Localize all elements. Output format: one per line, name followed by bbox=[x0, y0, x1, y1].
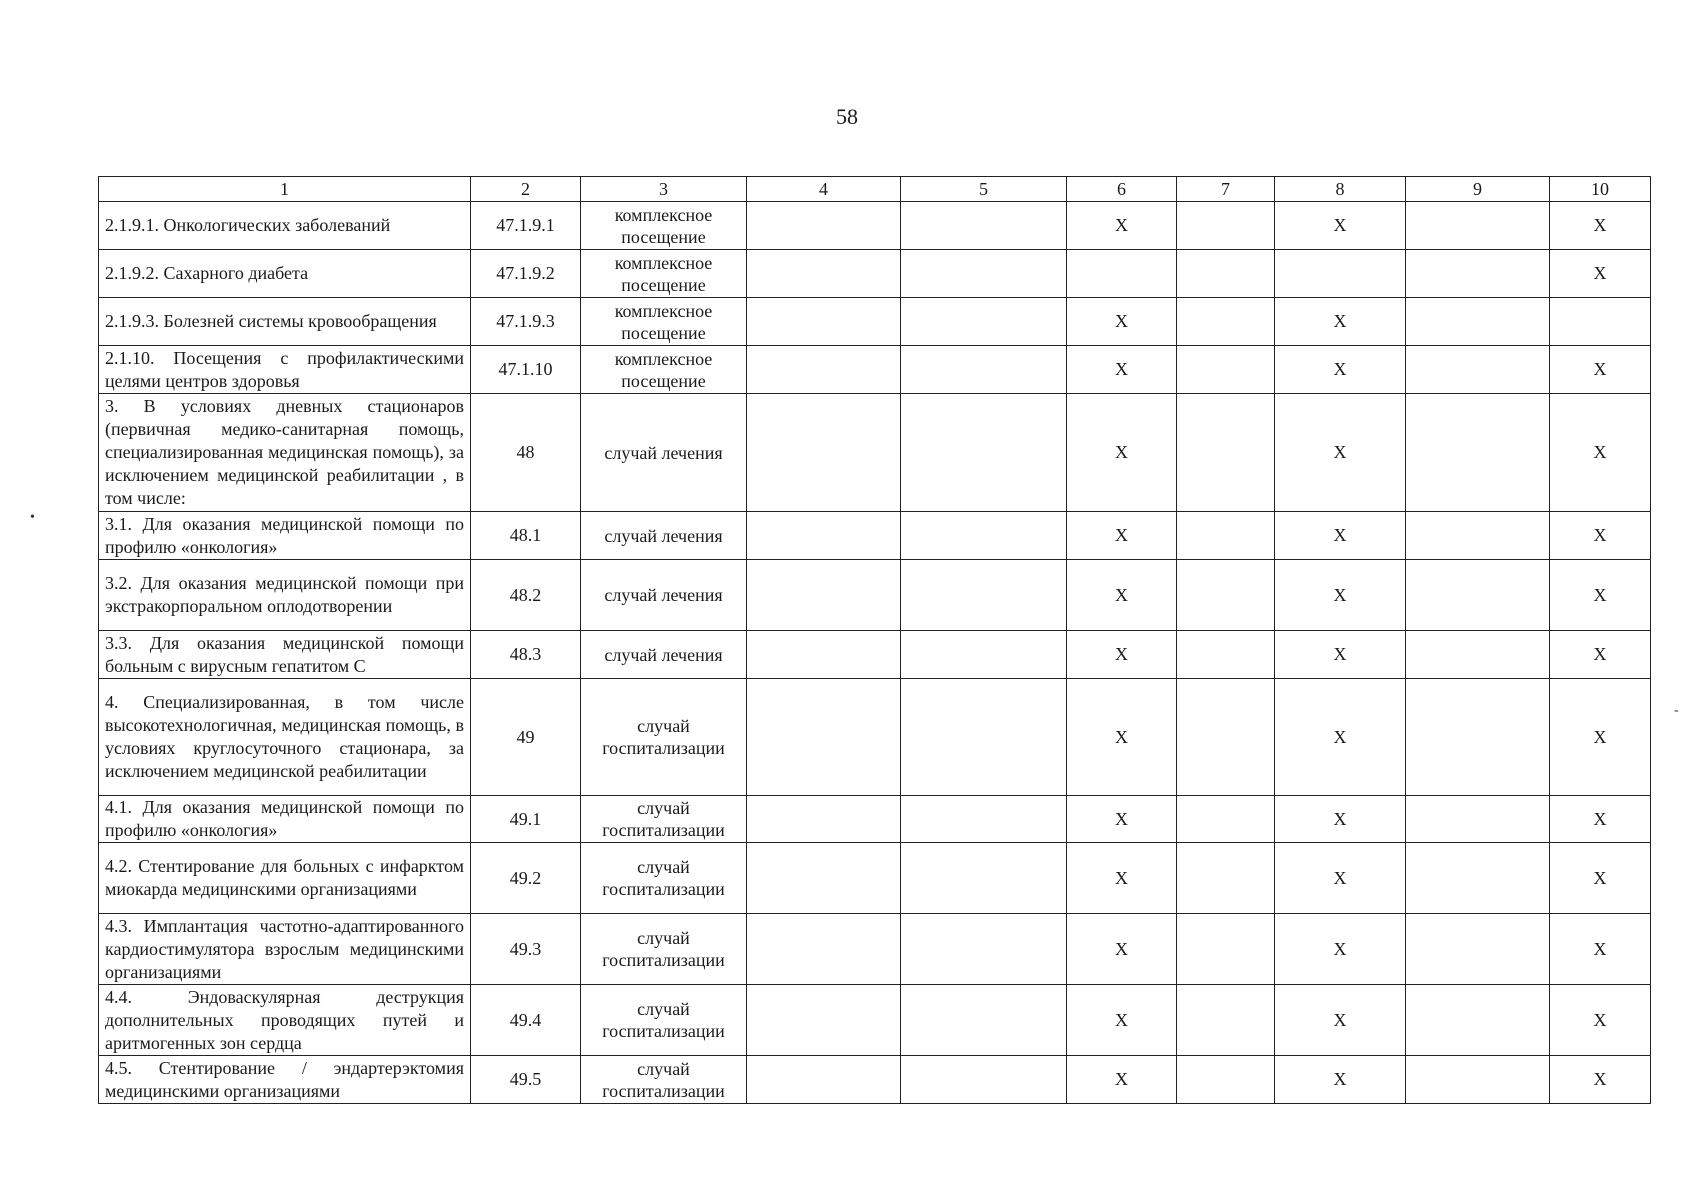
cell-col4 bbox=[747, 298, 901, 346]
row-code: 49 bbox=[471, 679, 581, 796]
cell-col6: Х bbox=[1067, 560, 1177, 631]
cell-col5 bbox=[901, 985, 1067, 1056]
cell-col10: Х bbox=[1550, 631, 1651, 679]
cell-col8: Х bbox=[1275, 394, 1406, 512]
cell-col5 bbox=[901, 346, 1067, 394]
cell-col5 bbox=[901, 914, 1067, 985]
cell-col5 bbox=[901, 631, 1067, 679]
cell-col4 bbox=[747, 985, 901, 1056]
cell-col9 bbox=[1406, 1056, 1550, 1104]
row-name: 3. В условиях дневных стационаров (первичная медико-санитарная помощь, специализированная медицинская помощь), за исключением медицинской реабилитации , в том числе: bbox=[99, 394, 471, 512]
table-row bbox=[99, 796, 1651, 843]
cell-col6: Х bbox=[1067, 394, 1177, 512]
row-name: 4.1. Для оказания медицинской помощи по профилю «онкология» bbox=[99, 796, 471, 843]
cell-col6: Х bbox=[1067, 512, 1177, 560]
cell-col6: Х bbox=[1067, 202, 1177, 250]
cell-col10: Х bbox=[1550, 796, 1651, 843]
cell-col10: Х bbox=[1550, 843, 1651, 914]
cell-col5 bbox=[901, 560, 1067, 631]
column-header: 1 bbox=[99, 177, 471, 202]
column-header: 9 bbox=[1406, 177, 1550, 202]
cell-col8: Х bbox=[1275, 298, 1406, 346]
cell-col10: Х bbox=[1550, 679, 1651, 796]
cell-col10: Х bbox=[1550, 512, 1651, 560]
cell-col10: Х bbox=[1550, 346, 1651, 394]
row-name: 4.4. Эндоваскулярная деструкция дополнительных проводящих путей и аритмогенных зон сердца bbox=[99, 985, 471, 1056]
cell-col8: Х bbox=[1275, 985, 1406, 1056]
row-unit: случай госпитализации bbox=[581, 679, 747, 796]
row-name: 2.1.9.2. Сахарного диабета bbox=[99, 250, 471, 298]
cell-col4 bbox=[747, 512, 901, 560]
cell-col6: Х bbox=[1067, 298, 1177, 346]
cell-col9 bbox=[1406, 560, 1550, 631]
cell-col8: Х bbox=[1275, 202, 1406, 250]
cell-col10: Х bbox=[1550, 1056, 1651, 1104]
row-name: 2.1.10. Посещения с профилактическими целями центров здоровья bbox=[99, 346, 471, 394]
cell-col9 bbox=[1406, 298, 1550, 346]
row-unit: случай госпитализации bbox=[581, 1056, 747, 1104]
cell-col8: Х bbox=[1275, 560, 1406, 631]
row-name: 4.2. Стентирование для больных с инфарктом миокарда медицинскими организациями bbox=[99, 843, 471, 914]
cell-col9 bbox=[1406, 346, 1550, 394]
row-unit: случай лечения bbox=[581, 512, 747, 560]
cell-col5 bbox=[901, 843, 1067, 914]
cell-col8: Х bbox=[1275, 631, 1406, 679]
cell-col9 bbox=[1406, 985, 1550, 1056]
cell-col9 bbox=[1406, 250, 1550, 298]
scan-mark: • bbox=[30, 510, 35, 525]
row-code: 48.3 bbox=[471, 631, 581, 679]
cell-col5 bbox=[901, 394, 1067, 512]
cell-col9 bbox=[1406, 914, 1550, 985]
row-code: 49.3 bbox=[471, 914, 581, 985]
table-row bbox=[99, 250, 1651, 298]
table-row bbox=[99, 298, 1651, 346]
row-code: 49.1 bbox=[471, 796, 581, 843]
column-header: 6 bbox=[1067, 177, 1177, 202]
row-code: 48.1 bbox=[471, 512, 581, 560]
cell-col8: Х bbox=[1275, 843, 1406, 914]
cell-col4 bbox=[747, 250, 901, 298]
row-code: 48 bbox=[471, 394, 581, 512]
row-unit: комплексное посещение bbox=[581, 346, 747, 394]
cell-col4 bbox=[747, 796, 901, 843]
column-header: 5 bbox=[901, 177, 1067, 202]
row-name: 2.1.9.1. Онкологических заболеваний bbox=[99, 202, 471, 250]
cell-col7 bbox=[1177, 843, 1275, 914]
cell-col4 bbox=[747, 202, 901, 250]
cell-col9 bbox=[1406, 394, 1550, 512]
column-header: 2 bbox=[471, 177, 581, 202]
cell-col10 bbox=[1550, 298, 1651, 346]
cell-col4 bbox=[747, 560, 901, 631]
row-unit: случай лечения bbox=[581, 560, 747, 631]
cell-col10: Х bbox=[1550, 985, 1651, 1056]
row-code: 47.1.10 bbox=[471, 346, 581, 394]
row-name: 4. Специализированная, в том числе высокотехнологичная, медицинская помощь, в условиях круглосуточного стационара, за исключением медицинской реабилитации bbox=[99, 679, 471, 796]
cell-col6: Х bbox=[1067, 914, 1177, 985]
cell-col7 bbox=[1177, 346, 1275, 394]
cell-col8: Х bbox=[1275, 914, 1406, 985]
table-row bbox=[99, 346, 1651, 394]
cell-col4 bbox=[747, 346, 901, 394]
cell-col7 bbox=[1177, 631, 1275, 679]
cell-col7 bbox=[1177, 1056, 1275, 1104]
cell-col7 bbox=[1177, 914, 1275, 985]
table-row bbox=[99, 631, 1651, 679]
cell-col10: Х bbox=[1550, 560, 1651, 631]
scan-mark: - bbox=[1674, 703, 1679, 718]
cell-col10: Х bbox=[1550, 250, 1651, 298]
cell-col8 bbox=[1275, 250, 1406, 298]
cell-col4 bbox=[747, 843, 901, 914]
row-code: 49.2 bbox=[471, 843, 581, 914]
cell-col6: Х bbox=[1067, 631, 1177, 679]
row-unit: комплексное посещение bbox=[581, 202, 747, 250]
column-header: 3 bbox=[581, 177, 747, 202]
table-row bbox=[99, 843, 1651, 914]
table-row bbox=[99, 394, 1651, 512]
row-code: 47.1.9.1 bbox=[471, 202, 581, 250]
table-row bbox=[99, 202, 1651, 250]
cell-col6: Х bbox=[1067, 679, 1177, 796]
cell-col7 bbox=[1177, 512, 1275, 560]
row-unit: случай госпитализации bbox=[581, 843, 747, 914]
cell-col6: Х bbox=[1067, 346, 1177, 394]
cell-col8: Х bbox=[1275, 796, 1406, 843]
cell-col9 bbox=[1406, 631, 1550, 679]
data-table bbox=[98, 176, 1651, 1104]
row-unit: случай госпитализации bbox=[581, 985, 747, 1056]
row-code: 47.1.9.3 bbox=[471, 298, 581, 346]
column-header: 4 bbox=[747, 177, 901, 202]
cell-col5 bbox=[901, 298, 1067, 346]
cell-col5 bbox=[901, 1056, 1067, 1104]
table-row bbox=[99, 512, 1651, 560]
cell-col10: Х bbox=[1550, 394, 1651, 512]
cell-col7 bbox=[1177, 796, 1275, 843]
cell-col5 bbox=[901, 250, 1067, 298]
row-unit: случай лечения bbox=[581, 394, 747, 512]
cell-col5 bbox=[901, 202, 1067, 250]
cell-col4 bbox=[747, 1056, 901, 1104]
cell-col6: Х bbox=[1067, 796, 1177, 843]
row-unit: комплексное посещение bbox=[581, 250, 747, 298]
cell-col4 bbox=[747, 679, 901, 796]
cell-col7 bbox=[1177, 560, 1275, 631]
cell-col4 bbox=[747, 631, 901, 679]
header-row bbox=[99, 177, 1651, 202]
row-name: 2.1.9.3. Болезней системы кровообращения bbox=[99, 298, 471, 346]
table-row bbox=[99, 679, 1651, 796]
cell-col4 bbox=[747, 394, 901, 512]
cell-col6: Х bbox=[1067, 1056, 1177, 1104]
row-unit: случай госпитализации bbox=[581, 796, 747, 843]
row-name: 3.1. Для оказания медицинской помощи по профилю «онкология» bbox=[99, 512, 471, 560]
cell-col9 bbox=[1406, 796, 1550, 843]
row-code: 49.5 bbox=[471, 1056, 581, 1104]
table-row bbox=[99, 560, 1651, 631]
row-name: 4.5. Стентирование / эндартерэктомия медицинскими организациями bbox=[99, 1056, 471, 1104]
cell-col9 bbox=[1406, 202, 1550, 250]
cell-col8: Х bbox=[1275, 679, 1406, 796]
column-header: 8 bbox=[1275, 177, 1406, 202]
column-header: 10 bbox=[1550, 177, 1651, 202]
row-unit: комплексное посещение bbox=[581, 298, 747, 346]
cell-col7 bbox=[1177, 985, 1275, 1056]
row-code: 48.2 bbox=[471, 560, 581, 631]
cell-col9 bbox=[1406, 843, 1550, 914]
cell-col7 bbox=[1177, 250, 1275, 298]
row-name: 4.3. Имплантация частотно-адаптированного кардиостимулятора взрослым медицинскими организациями bbox=[99, 914, 471, 985]
row-code: 47.1.9.2 bbox=[471, 250, 581, 298]
cell-col4 bbox=[747, 914, 901, 985]
table-row bbox=[99, 985, 1651, 1056]
cell-col8: Х bbox=[1275, 346, 1406, 394]
cell-col7 bbox=[1177, 679, 1275, 796]
row-unit: случай госпитализации bbox=[581, 914, 747, 985]
cell-col10: Х bbox=[1550, 914, 1651, 985]
table-row bbox=[99, 1056, 1651, 1104]
cell-col5 bbox=[901, 796, 1067, 843]
column-header: 7 bbox=[1177, 177, 1275, 202]
cell-col6 bbox=[1067, 250, 1177, 298]
page-number: 58 bbox=[836, 104, 858, 129]
cell-col8: Х bbox=[1275, 1056, 1406, 1104]
cell-col7 bbox=[1177, 394, 1275, 512]
row-code: 49.4 bbox=[471, 985, 581, 1056]
cell-col9 bbox=[1406, 679, 1550, 796]
cell-col6: Х bbox=[1067, 985, 1177, 1056]
row-name: 3.2. Для оказания медицинской помощи при экстракорпоральном оплодотворении bbox=[99, 560, 471, 631]
row-name: 3.3. Для оказания медицинской помощи больным с вирусным гепатитом С bbox=[99, 631, 471, 679]
cell-col9 bbox=[1406, 512, 1550, 560]
cell-col5 bbox=[901, 679, 1067, 796]
row-unit: случай лечения bbox=[581, 631, 747, 679]
table-row bbox=[99, 914, 1651, 985]
cell-col5 bbox=[901, 512, 1067, 560]
cell-col8: Х bbox=[1275, 512, 1406, 560]
cell-col6: Х bbox=[1067, 843, 1177, 914]
cell-col10: Х bbox=[1550, 202, 1651, 250]
cell-col7 bbox=[1177, 202, 1275, 250]
cell-col7 bbox=[1177, 298, 1275, 346]
